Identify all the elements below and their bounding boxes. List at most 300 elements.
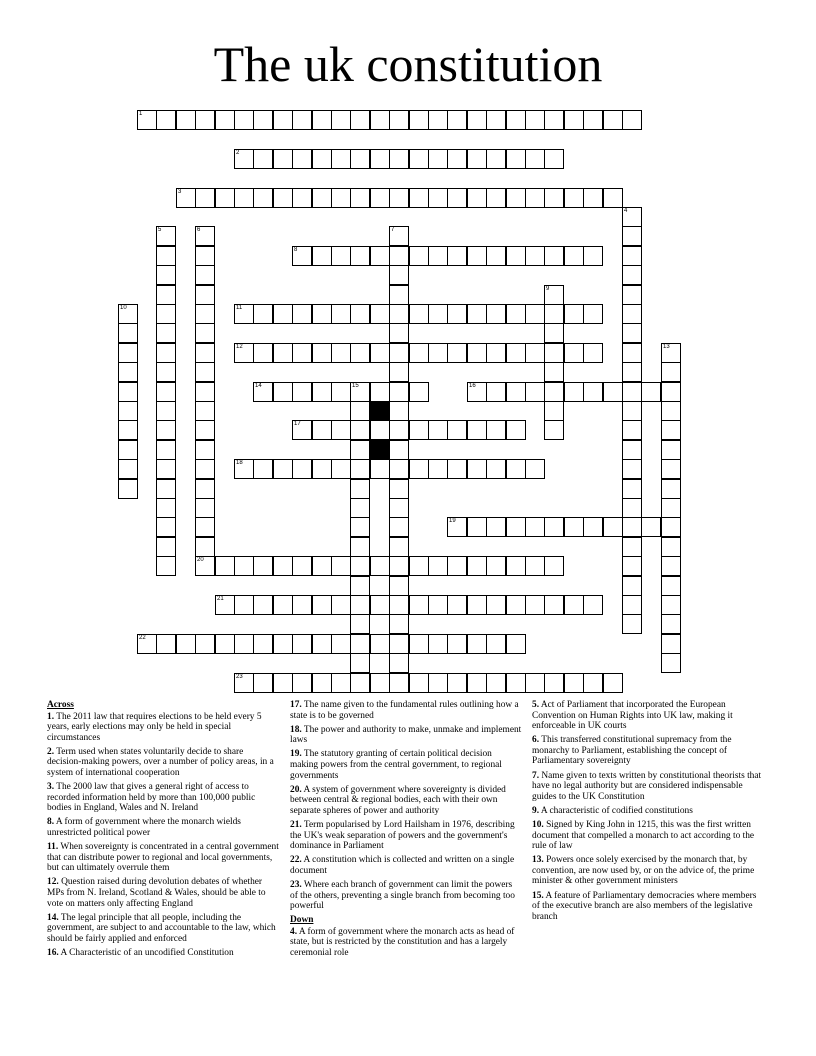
grid-cell[interactable]	[622, 304, 642, 324]
grid-cell[interactable]	[195, 556, 215, 576]
grid-cell[interactable]	[234, 634, 254, 654]
grid-cell[interactable]	[467, 634, 487, 654]
grid-cell[interactable]	[486, 556, 506, 576]
grid-cell[interactable]	[350, 304, 370, 324]
grid-cell[interactable]	[525, 459, 545, 479]
grid-cell[interactable]	[525, 673, 545, 693]
grid-cell[interactable]	[331, 110, 351, 130]
grid-cell[interactable]	[331, 459, 351, 479]
grid-cell[interactable]	[156, 459, 176, 479]
grid-cell[interactable]	[467, 110, 487, 130]
grid-cell[interactable]	[350, 537, 370, 557]
grid-cell[interactable]	[583, 110, 603, 130]
grid-cell[interactable]	[564, 595, 584, 615]
grid-cell[interactable]	[428, 110, 448, 130]
grid-cell[interactable]	[506, 382, 526, 402]
grid-cell[interactable]	[350, 479, 370, 499]
grid-cell[interactable]	[525, 246, 545, 266]
grid-cell[interactable]	[389, 149, 409, 169]
grid-cell[interactable]	[661, 634, 681, 654]
grid-cell[interactable]	[467, 188, 487, 208]
grid-cell[interactable]	[253, 110, 273, 130]
grid-cell[interactable]	[467, 673, 487, 693]
grid-cell[interactable]	[312, 556, 332, 576]
grid-cell[interactable]	[506, 304, 526, 324]
grid-cell[interactable]	[544, 382, 564, 402]
grid-cell[interactable]	[273, 634, 293, 654]
grid-cell[interactable]	[370, 149, 390, 169]
grid-cell[interactable]	[331, 673, 351, 693]
grid-cell[interactable]	[661, 614, 681, 634]
grid-cell[interactable]	[350, 382, 370, 402]
grid-cell[interactable]	[370, 343, 390, 363]
grid-cell[interactable]	[506, 517, 526, 537]
grid-cell[interactable]	[525, 556, 545, 576]
grid-cell[interactable]	[447, 420, 467, 440]
grid-cell[interactable]	[273, 595, 293, 615]
grid-cell[interactable]	[409, 246, 429, 266]
grid-cell[interactable]	[156, 110, 176, 130]
grid-cell[interactable]	[467, 343, 487, 363]
grid-cell[interactable]	[622, 420, 642, 440]
grid-cell[interactable]	[195, 362, 215, 382]
grid-cell[interactable]	[544, 517, 564, 537]
grid-cell[interactable]	[389, 304, 409, 324]
grid-cell[interactable]	[486, 246, 506, 266]
grid-cell[interactable]	[467, 459, 487, 479]
grid-cell[interactable]	[564, 110, 584, 130]
grid-cell[interactable]	[350, 149, 370, 169]
grid-cell[interactable]	[273, 459, 293, 479]
grid-cell[interactable]	[447, 459, 467, 479]
grid-cell[interactable]	[273, 188, 293, 208]
grid-cell[interactable]	[350, 420, 370, 440]
grid-cell[interactable]	[156, 498, 176, 518]
grid-cell[interactable]	[195, 343, 215, 363]
grid-cell[interactable]	[409, 110, 429, 130]
grid-cell[interactable]	[312, 149, 332, 169]
grid-cell[interactable]	[544, 285, 564, 305]
grid-cell[interactable]	[389, 634, 409, 654]
grid-cell[interactable]	[370, 673, 390, 693]
grid-cell[interactable]	[253, 634, 273, 654]
grid-cell[interactable]	[234, 556, 254, 576]
grid-cell[interactable]	[215, 188, 235, 208]
grid-cell[interactable]	[564, 517, 584, 537]
grid-cell[interactable]	[156, 226, 176, 246]
grid-cell[interactable]	[350, 673, 370, 693]
grid-cell[interactable]	[409, 556, 429, 576]
grid-cell[interactable]	[195, 440, 215, 460]
grid-cell[interactable]	[350, 110, 370, 130]
grid-cell[interactable]	[486, 673, 506, 693]
grid-cell[interactable]	[292, 634, 312, 654]
grid-cell[interactable]	[467, 149, 487, 169]
grid-cell[interactable]	[544, 595, 564, 615]
grid-cell[interactable]	[156, 285, 176, 305]
grid-cell[interactable]	[428, 459, 448, 479]
grid-cell[interactable]	[389, 614, 409, 634]
grid-cell[interactable]	[506, 188, 526, 208]
grid-cell[interactable]	[409, 149, 429, 169]
grid-cell[interactable]	[331, 149, 351, 169]
grid-cell[interactable]	[350, 634, 370, 654]
grid-cell[interactable]	[118, 304, 138, 324]
grid-cell[interactable]	[389, 440, 409, 460]
grid-cell[interactable]	[331, 556, 351, 576]
grid-cell[interactable]	[370, 595, 390, 615]
grid-cell[interactable]	[506, 556, 526, 576]
grid-cell[interactable]	[447, 595, 467, 615]
grid-cell[interactable]	[370, 556, 390, 576]
grid-cell[interactable]	[506, 673, 526, 693]
grid-cell[interactable]	[195, 188, 215, 208]
grid-cell[interactable]	[195, 323, 215, 343]
grid-cell[interactable]	[331, 304, 351, 324]
grid-cell[interactable]	[661, 401, 681, 421]
grid-cell[interactable]	[292, 304, 312, 324]
grid-cell[interactable]	[118, 459, 138, 479]
grid-cell[interactable]	[486, 517, 506, 537]
grid-cell[interactable]	[428, 556, 448, 576]
grid-cell[interactable]	[156, 479, 176, 499]
grid-cell[interactable]	[156, 362, 176, 382]
grid-cell[interactable]	[467, 382, 487, 402]
grid-cell[interactable]	[156, 420, 176, 440]
grid-cell[interactable]	[370, 304, 390, 324]
grid-cell[interactable]	[370, 420, 390, 440]
grid-cell[interactable]	[331, 634, 351, 654]
grid-cell[interactable]	[622, 323, 642, 343]
grid-cell[interactable]	[389, 673, 409, 693]
grid-cell[interactable]	[544, 420, 564, 440]
grid-cell[interactable]	[525, 382, 545, 402]
grid-cell[interactable]	[156, 537, 176, 557]
grid-cell[interactable]	[622, 537, 642, 557]
grid-cell[interactable]	[273, 149, 293, 169]
grid-cell[interactable]	[428, 149, 448, 169]
grid-cell[interactable]	[350, 401, 370, 421]
grid-cell[interactable]	[622, 246, 642, 266]
grid-cell[interactable]	[661, 343, 681, 363]
grid-cell[interactable]	[661, 576, 681, 596]
grid-cell[interactable]	[195, 479, 215, 499]
grid-cell[interactable]	[234, 188, 254, 208]
grid-cell[interactable]	[583, 343, 603, 363]
grid-cell[interactable]	[253, 595, 273, 615]
grid-cell[interactable]	[544, 304, 564, 324]
grid-cell[interactable]	[389, 323, 409, 343]
grid-cell[interactable]	[292, 459, 312, 479]
grid-cell[interactable]	[215, 634, 235, 654]
grid-cell[interactable]	[137, 110, 157, 130]
grid-cell[interactable]	[389, 420, 409, 440]
grid-cell[interactable]	[156, 343, 176, 363]
grid-cell[interactable]	[506, 420, 526, 440]
grid-cell[interactable]	[506, 634, 526, 654]
grid-cell[interactable]	[525, 304, 545, 324]
grid-cell[interactable]	[544, 556, 564, 576]
grid-cell[interactable]	[583, 304, 603, 324]
grid-cell[interactable]	[389, 479, 409, 499]
grid-cell[interactable]	[622, 110, 642, 130]
grid-cell[interactable]	[273, 556, 293, 576]
grid-cell[interactable]	[583, 517, 603, 537]
grid-cell[interactable]	[622, 362, 642, 382]
grid-cell[interactable]	[350, 498, 370, 518]
grid-cell[interactable]	[389, 498, 409, 518]
grid-cell[interactable]	[350, 459, 370, 479]
grid-cell[interactable]	[428, 304, 448, 324]
grid-cell[interactable]	[506, 246, 526, 266]
grid-cell[interactable]	[622, 440, 642, 460]
grid-cell[interactable]	[370, 634, 390, 654]
grid-cell[interactable]	[195, 401, 215, 421]
grid-cell[interactable]	[350, 653, 370, 673]
grid-cell[interactable]	[544, 246, 564, 266]
grid-cell[interactable]	[447, 149, 467, 169]
grid-cell[interactable]	[234, 343, 254, 363]
grid-cell[interactable]	[253, 459, 273, 479]
grid-cell[interactable]	[506, 459, 526, 479]
grid-cell[interactable]	[253, 343, 273, 363]
grid-cell[interactable]	[525, 343, 545, 363]
grid-cell[interactable]	[564, 304, 584, 324]
grid-cell[interactable]	[118, 479, 138, 499]
grid-cell[interactable]	[389, 556, 409, 576]
grid-cell[interactable]	[486, 595, 506, 615]
grid-cell[interactable]	[156, 265, 176, 285]
grid-cell[interactable]	[409, 304, 429, 324]
grid-cell[interactable]	[389, 537, 409, 557]
grid-cell[interactable]	[506, 110, 526, 130]
grid-cell[interactable]	[273, 304, 293, 324]
grid-cell[interactable]	[195, 382, 215, 402]
grid-cell[interactable]	[195, 285, 215, 305]
grid-cell[interactable]	[331, 343, 351, 363]
grid-cell[interactable]	[409, 188, 429, 208]
grid-cell[interactable]	[447, 110, 467, 130]
grid-cell[interactable]	[428, 420, 448, 440]
grid-cell[interactable]	[409, 673, 429, 693]
grid-cell[interactable]	[486, 634, 506, 654]
grid-cell[interactable]	[389, 188, 409, 208]
grid-cell[interactable]	[118, 382, 138, 402]
grid-cell[interactable]	[312, 420, 332, 440]
grid-cell[interactable]	[467, 556, 487, 576]
grid-cell[interactable]	[661, 517, 681, 537]
grid-cell[interactable]	[544, 149, 564, 169]
grid-cell[interactable]	[234, 304, 254, 324]
grid-cell[interactable]	[350, 517, 370, 537]
grid-cell[interactable]	[661, 440, 681, 460]
grid-cell[interactable]	[428, 634, 448, 654]
grid-cell[interactable]	[661, 420, 681, 440]
grid-cell[interactable]	[389, 517, 409, 537]
grid-cell[interactable]	[622, 498, 642, 518]
grid-cell[interactable]	[564, 382, 584, 402]
grid-cell[interactable]	[312, 595, 332, 615]
grid-cell[interactable]	[312, 673, 332, 693]
grid-cell[interactable]	[525, 188, 545, 208]
grid-cell[interactable]	[447, 556, 467, 576]
grid-cell[interactable]	[661, 498, 681, 518]
grid-cell[interactable]	[195, 459, 215, 479]
grid-cell[interactable]	[564, 343, 584, 363]
grid-cell[interactable]	[292, 149, 312, 169]
grid-cell[interactable]	[622, 401, 642, 421]
grid-cell[interactable]	[389, 226, 409, 246]
grid-cell[interactable]	[118, 420, 138, 440]
grid-cell[interactable]	[525, 110, 545, 130]
grid-cell[interactable]	[447, 634, 467, 654]
grid-cell[interactable]	[428, 188, 448, 208]
grid-cell[interactable]	[195, 420, 215, 440]
grid-cell[interactable]	[467, 304, 487, 324]
grid-cell[interactable]	[622, 614, 642, 634]
grid-cell[interactable]	[137, 634, 157, 654]
grid-cell[interactable]	[447, 304, 467, 324]
grid-cell[interactable]	[195, 634, 215, 654]
grid-cell[interactable]	[312, 188, 332, 208]
grid-cell[interactable]	[409, 634, 429, 654]
grid-cell[interactable]	[215, 556, 235, 576]
grid-cell[interactable]	[603, 110, 623, 130]
grid-cell[interactable]	[389, 110, 409, 130]
grid-cell[interactable]	[215, 595, 235, 615]
grid-cell[interactable]	[447, 188, 467, 208]
grid-cell[interactable]	[583, 382, 603, 402]
grid-cell[interactable]	[544, 401, 564, 421]
grid-cell[interactable]	[118, 323, 138, 343]
grid-cell[interactable]	[118, 343, 138, 363]
grid-cell[interactable]	[661, 556, 681, 576]
grid-cell[interactable]	[486, 110, 506, 130]
grid-cell[interactable]	[350, 595, 370, 615]
grid-cell[interactable]	[195, 246, 215, 266]
grid-cell[interactable]	[370, 188, 390, 208]
grid-cell[interactable]	[564, 246, 584, 266]
grid-cell[interactable]	[234, 149, 254, 169]
grid-cell[interactable]	[292, 188, 312, 208]
grid-cell[interactable]	[467, 595, 487, 615]
grid-cell[interactable]	[583, 673, 603, 693]
grid-cell[interactable]	[234, 110, 254, 130]
grid-cell[interactable]	[350, 576, 370, 596]
grid-cell[interactable]	[292, 420, 312, 440]
grid-cell[interactable]	[156, 382, 176, 402]
grid-cell[interactable]	[156, 401, 176, 421]
grid-cell[interactable]	[622, 556, 642, 576]
grid-cell[interactable]	[661, 362, 681, 382]
grid-cell[interactable]	[253, 188, 273, 208]
grid-cell[interactable]	[661, 459, 681, 479]
grid-cell[interactable]	[428, 595, 448, 615]
grid-cell[interactable]	[156, 517, 176, 537]
grid-cell[interactable]	[564, 673, 584, 693]
grid-cell[interactable]	[447, 246, 467, 266]
grid-cell[interactable]	[195, 304, 215, 324]
grid-cell[interactable]	[506, 343, 526, 363]
grid-cell[interactable]	[525, 149, 545, 169]
grid-cell[interactable]	[544, 188, 564, 208]
grid-cell[interactable]	[350, 246, 370, 266]
grid-cell[interactable]	[447, 517, 467, 537]
grid-cell[interactable]	[389, 265, 409, 285]
grid-cell[interactable]	[389, 343, 409, 363]
grid-cell[interactable]	[622, 459, 642, 479]
grid-cell[interactable]	[486, 420, 506, 440]
grid-cell[interactable]	[622, 517, 642, 537]
grid-cell[interactable]	[389, 595, 409, 615]
grid-cell[interactable]	[486, 149, 506, 169]
grid-cell[interactable]	[583, 595, 603, 615]
grid-cell[interactable]	[292, 246, 312, 266]
grid-cell[interactable]	[292, 595, 312, 615]
grid-cell[interactable]	[467, 246, 487, 266]
grid-cell[interactable]	[389, 653, 409, 673]
grid-cell[interactable]	[253, 382, 273, 402]
grid-cell[interactable]	[195, 517, 215, 537]
grid-cell[interactable]	[544, 110, 564, 130]
grid-cell[interactable]	[273, 343, 293, 363]
grid-cell[interactable]	[273, 673, 293, 693]
grid-cell[interactable]	[622, 265, 642, 285]
grid-cell[interactable]	[544, 362, 564, 382]
grid-cell[interactable]	[156, 556, 176, 576]
grid-cell[interactable]	[661, 537, 681, 557]
grid-cell[interactable]	[428, 246, 448, 266]
grid-cell[interactable]	[603, 517, 623, 537]
grid-cell[interactable]	[428, 343, 448, 363]
grid-cell[interactable]	[486, 304, 506, 324]
grid-cell[interactable]	[661, 382, 681, 402]
grid-cell[interactable]	[486, 343, 506, 363]
grid-cell[interactable]	[118, 401, 138, 421]
grid-cell[interactable]	[195, 498, 215, 518]
grid-cell[interactable]	[661, 653, 681, 673]
grid-cell[interactable]	[409, 595, 429, 615]
grid-cell[interactable]	[331, 420, 351, 440]
grid-cell[interactable]	[195, 537, 215, 557]
grid-cell[interactable]	[370, 246, 390, 266]
grid-cell[interactable]	[156, 304, 176, 324]
grid-cell[interactable]	[409, 343, 429, 363]
grid-cell[interactable]	[350, 440, 370, 460]
grid-cell[interactable]	[350, 614, 370, 634]
grid-cell[interactable]	[195, 110, 215, 130]
grid-cell[interactable]	[409, 420, 429, 440]
grid-cell[interactable]	[370, 382, 390, 402]
grid-cell[interactable]	[389, 576, 409, 596]
grid-cell[interactable]	[428, 673, 448, 693]
grid-cell[interactable]	[622, 343, 642, 363]
grid-cell[interactable]	[215, 110, 235, 130]
grid-cell[interactable]	[176, 188, 196, 208]
grid-cell[interactable]	[486, 188, 506, 208]
grid-cell[interactable]	[234, 673, 254, 693]
grid-cell[interactable]	[622, 576, 642, 596]
grid-cell[interactable]	[350, 188, 370, 208]
grid-cell[interactable]	[467, 517, 487, 537]
grid-cell[interactable]	[506, 149, 526, 169]
grid-cell[interactable]	[312, 110, 332, 130]
grid-cell[interactable]	[176, 634, 196, 654]
grid-cell[interactable]	[195, 265, 215, 285]
grid-cell[interactable]	[312, 343, 332, 363]
grid-cell[interactable]	[331, 188, 351, 208]
grid-cell[interactable]	[331, 595, 351, 615]
